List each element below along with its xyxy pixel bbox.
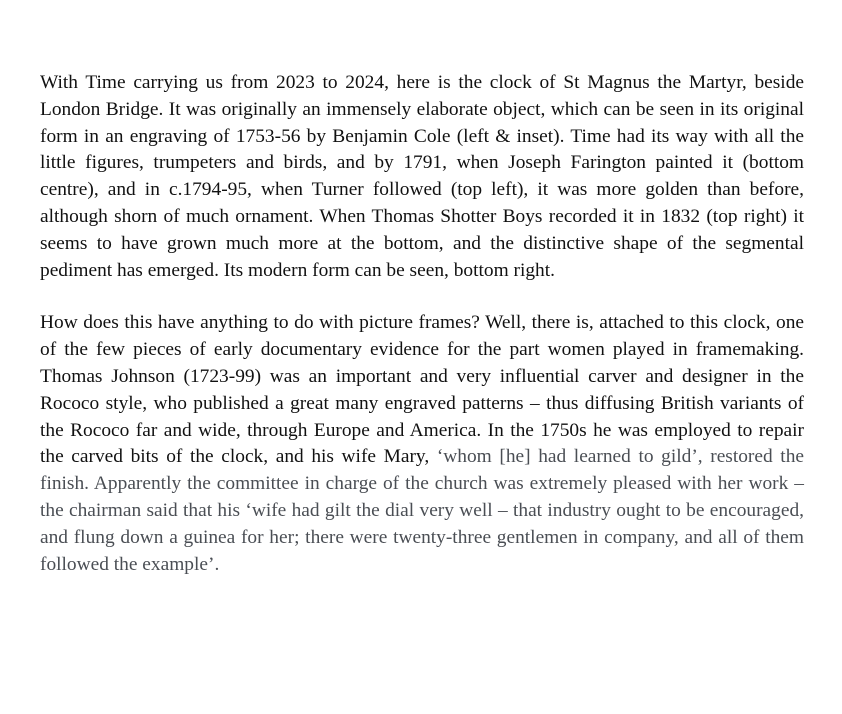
paragraph-picture-frames <box>40 310 804 578</box>
paragraph-picture-frames-quoted: ‘whom [he] had learned to gild’, restored the finish. Apparently the committee in charge of the church was extremely pleased with her work – the chairman said that his ‘wife had gilt the dial very well – that industry ought to be encouraged, and flung down a guinea for her; there were twenty-three gentlemen in company, and all of them followed the example’. <box>40 446 804 575</box>
document-body <box>40 70 804 578</box>
paragraph-picture-frames-main: How does this have anything to do with picture frames? Well, there is, attached to this clock, one of the few pieces of early documentary evidence for the part women played in framemaking. Thomas Johnson (1723-99) was an important and very influential carver and designer in the Rococo style, who published a great many engraved patterns – thus diffusing British variants of the Rococo far and wide, through Europe and America. In the 1750s he was employed to repair the carved bits of the clock, and his wife Mary, <box>40 312 804 468</box>
paragraph-st-magnus-clock: With Time carrying us from 2023 to 2024, here is the clock of St Magnus the Martyr, beside London Bridge. It was originally an immensely elaborate object, which can be seen in its original form in an engraving of 1753-56 by Benjamin Cole (left & inset). Time had its way with all the little figures, trumpeters and birds, and by 1791, when Joseph Farington painted it (bottom centre), and in c.1794-95, when Turner followed (top left), it was more golden than before, although shorn of much ornament. When Thomas Shotter Boys recorded it in 1832 (top right) it seems to have grown much more at the bottom, and the distinctive shape of the segmental pediment has emerged. Its modern form can be seen, bottom right. <box>40 72 804 281</box>
